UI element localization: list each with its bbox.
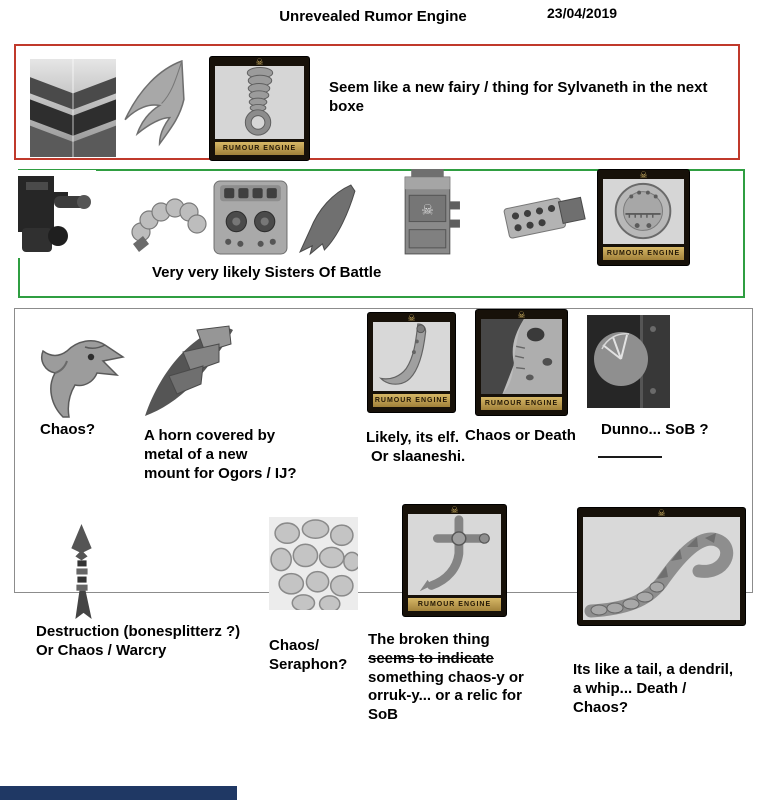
caption-line: a whip... Death / [573, 679, 687, 697]
caption-line-strikethrough: seems to indicate [368, 649, 494, 667]
spiky-fin-image [298, 183, 361, 256]
skull-tank-image [397, 167, 462, 262]
caption-line: Chaos/ [269, 637, 320, 654]
caption-line: Likely, its elf. [366, 429, 460, 446]
radar-orb-image [587, 315, 670, 408]
skull-icon: ☠ [517, 310, 526, 320]
caption-line: Its like a tail, a dendril, [573, 661, 734, 678]
broken-icon-image [408, 514, 501, 595]
riveted-panel-image [212, 179, 289, 256]
svg-text:☠: ☠ [421, 202, 434, 219]
caption-line: Or slaaneshi. [371, 447, 466, 465]
sisters-caption: Very very likely Sisters Of Battle [152, 264, 382, 281]
caption-line: something chaos-y or [368, 668, 524, 686]
caption-line: Seem like a new fairy / thing for Sylvaneth in the next [329, 79, 708, 96]
curved-blade-image [373, 322, 450, 391]
caption-line: Chaos? [573, 698, 629, 716]
rumour-engine-card-grub [209, 56, 310, 161]
claw-leaf-image [119, 59, 192, 148]
skull-icon: ☠ [450, 505, 459, 515]
skull-icon: ☠ [407, 313, 416, 323]
skull-icon: ☠ [639, 170, 648, 180]
dunno-caption: Dunno... SoB ? [601, 421, 709, 438]
broken-caption [368, 631, 544, 725]
caption-line: boxe [329, 97, 365, 115]
perforated-plate-image [500, 187, 590, 245]
armor-plate-image [30, 59, 116, 157]
caption-line: mount for Ogors / IJ? [144, 464, 297, 482]
destruction-caption [36, 623, 271, 661]
caption-line: A horn covered by [144, 427, 276, 444]
rumour-engine-card-tail [577, 507, 746, 626]
caption-line: The broken thing [368, 631, 490, 648]
stray-line [598, 456, 662, 458]
chaos-caption: Chaos? [40, 421, 96, 438]
sylvaneth-caption [329, 79, 739, 117]
scales-texture-image [269, 517, 358, 610]
segmented-tail-image [583, 517, 740, 620]
date-label: 23/04/2019 [547, 5, 618, 21]
seraphon-caption [269, 637, 379, 675]
caption-line: Seraphon? [269, 655, 348, 673]
bumpy-tube-image [127, 192, 209, 254]
skull-icon: ☠ [255, 57, 264, 67]
caption-line: metal of a new [144, 445, 248, 463]
shield-boss-image [603, 179, 684, 244]
chaos-death-caption: Chaos or Death [465, 427, 576, 444]
rumour-engine-banner: RUMOUR ENGINE [481, 397, 562, 410]
caption-line: Or Chaos / Warcry [36, 641, 167, 659]
rumour-engine-card-boss [597, 169, 690, 266]
rumour-engine-banner: RUMOUR ENGINE [215, 142, 304, 155]
rumour-engine-card-broken-icon [402, 504, 507, 617]
skull-icon: ☠ [657, 508, 666, 518]
caption-line: Destruction (bonesplitterz ?) [36, 623, 241, 640]
rumour-engine-card-blade [367, 312, 456, 413]
rumour-engine-banner: RUMOUR ENGINE [373, 394, 450, 407]
caption-line: orruk-y... or a relic for [368, 687, 522, 705]
bottom-blue-bar [0, 786, 237, 800]
rumour-engine-banner: RUMOUR ENGINE [408, 598, 501, 611]
dragon-head-image [33, 327, 126, 420]
armored-horn-image [139, 322, 238, 420]
dark-machinery-image [14, 170, 96, 258]
flesh-hide-image [481, 319, 562, 394]
page-title: Unrevealed Rumor Engine [279, 8, 467, 25]
tail-caption [573, 661, 763, 717]
caption-line: SoB [368, 706, 398, 723]
spear-tip-image [51, 522, 114, 623]
rumour-engine-banner: RUMOUR ENGINE [603, 247, 684, 260]
rumour-engine-card-flesh [475, 309, 568, 416]
horn-caption [144, 427, 314, 483]
grub-ring-image [215, 66, 304, 139]
